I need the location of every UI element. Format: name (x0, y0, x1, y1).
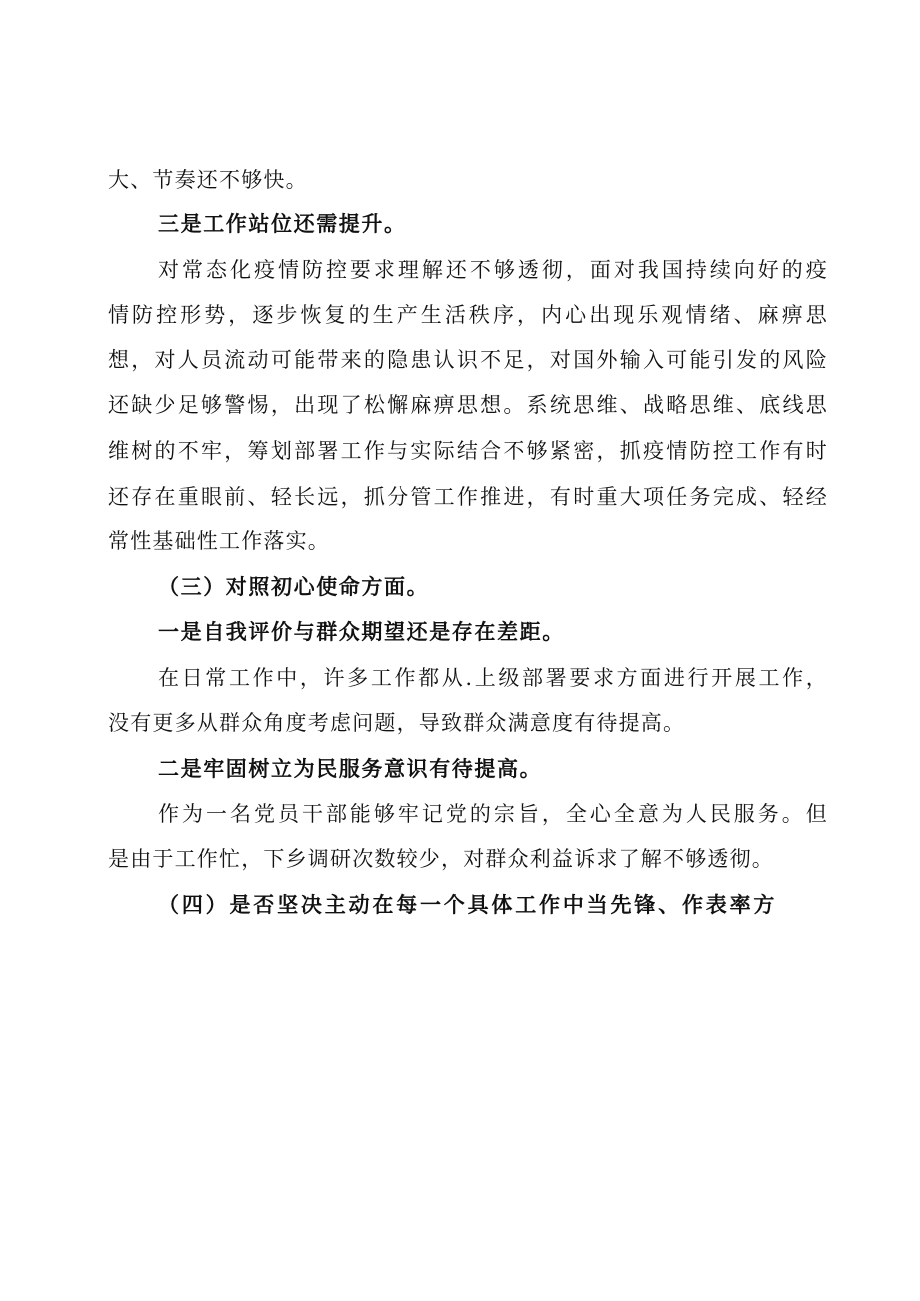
section-heading: （四）是否坚决主动在每一个具体工作中当先锋、作表率方 (158, 892, 776, 917)
paragraph-line: 是由于工作忙，下乡调研次数较少，对群众利益诉求了解不够透彻。 (108, 847, 774, 871)
paragraph-line: 还存在重眼前、轻长远，抓分管工作推进，有时重大项任务完成、轻经 (108, 485, 828, 509)
point-heading: 一是自我评价与群众期望还是存在差距。 (158, 619, 565, 644)
point-heading: 三是工作站位还需提升。 (158, 211, 407, 236)
paragraph-line: 维树的不牢，筹划部署工作与实际结合不够紧密，抓疫情防控工作有时 (108, 439, 828, 463)
paragraph-line: 没有更多从群众角度考虑问题，导致群众满意度有待提高。 (108, 711, 686, 735)
paragraph-line: 情防控形势，逐步恢复的生产生活秩序，内心出现乐观情绪、麻痹思 (108, 303, 828, 327)
point-heading: 二是牢固树立为民服务意识有待提高。 (158, 756, 543, 781)
paragraph-line: 常性基础性工作落实。 (108, 529, 330, 553)
paragraph-line: 想，对人员流动可能带来的隐患认识不足，对国外输入可能引发的风险 (108, 348, 828, 372)
paragraph-line: 作为一名党员干部能够牢记党的宗旨，全心全意为人民服务。但 (158, 802, 828, 826)
paragraph-line: 对常态化疫情防控要求理解还不够透彻，面对我国持续向好的疫 (158, 258, 828, 282)
text-line: 大、节奏还不够快。 (108, 168, 308, 192)
paragraph-line: 在日常工作中，许多工作都从.上级部署要求方面进行开展工作， (158, 666, 828, 690)
paragraph-line: 还缺少足够警惕，出现了松懈麻痹思想。系统思维、战略思维、底线思 (108, 393, 828, 417)
section-heading: （三）对照初心使命方面。 (158, 574, 430, 599)
